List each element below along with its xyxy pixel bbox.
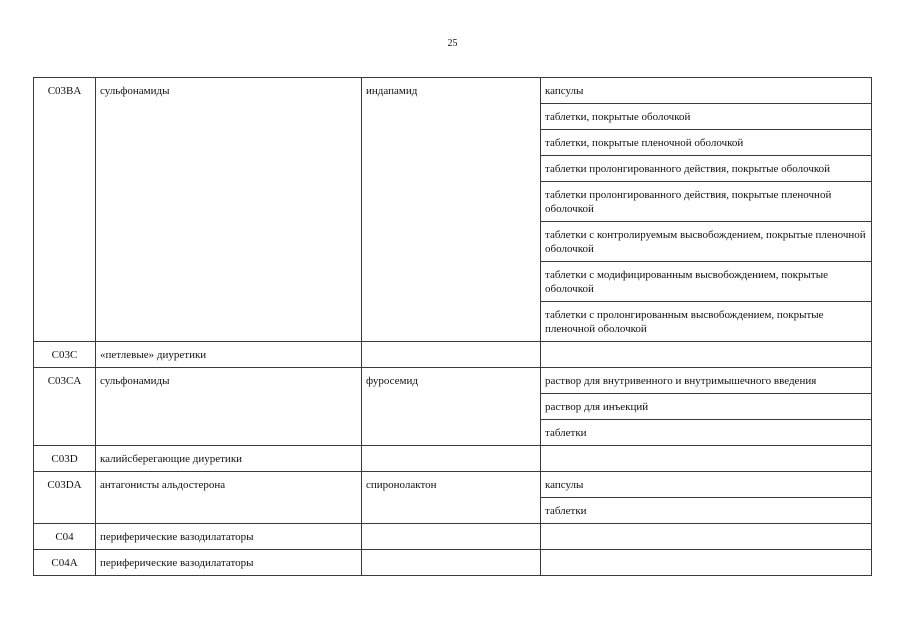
group-name-cell: периферические вазодилататоры [96,550,362,576]
table-row [34,524,872,550]
table-row [34,368,872,394]
dosage-form-cell: таблетки пролонгированного действия, покрытые оболочкой [541,156,872,182]
group-name-cell: антагонисты альдостерона [96,472,362,524]
dosage-form-cell [541,550,872,576]
atc-code-cell: C03DA [34,472,96,524]
group-name-cell: «петлевые» диуретики [96,342,362,368]
substance-cell [362,524,541,550]
substance-cell: индапамид [362,78,541,342]
table-row [34,342,872,368]
substance-cell: фуросемид [362,368,541,446]
atc-code-cell: C03D [34,446,96,472]
dosage-form-cell: таблетки, покрытые оболочкой [541,104,872,130]
substance-cell [362,342,541,368]
dosage-form-cell: раствор для внутривенного и внутримышечного введения [541,368,872,394]
page-number: 25 [447,38,458,49]
substance-cell [362,446,541,472]
dosage-form-cell [541,342,872,368]
table-row [34,78,872,104]
table-row [34,446,872,472]
group-name-cell: сульфонамиды [96,78,362,342]
dosage-form-cell [541,446,872,472]
dosage-form-cell [541,524,872,550]
substance-cell [362,550,541,576]
dosage-form-cell: таблетки с модифицированным высвобождением, покрытые оболочкой [541,262,872,302]
drug-classification-table [33,77,872,576]
dosage-form-cell: таблетки [541,420,872,446]
dosage-form-cell: таблетки с пролонгированным высвобождением, покрытые пленочной оболочкой [541,302,872,342]
dosage-form-cell: таблетки пролонгированного действия, покрытые пленочной оболочкой [541,182,872,222]
dosage-form-cell: капсулы [541,78,872,104]
atc-code-cell: C04A [34,550,96,576]
atc-code-cell: C03CA [34,368,96,446]
group-name-cell: сульфонамиды [96,368,362,446]
table-row [34,550,872,576]
group-name-cell: калийсберегающие диуретики [96,446,362,472]
group-name-cell: периферические вазодилататоры [96,524,362,550]
dosage-form-cell: капсулы [541,472,872,498]
table-row [34,472,872,498]
dosage-form-cell: раствор для инъекций [541,394,872,420]
atc-code-cell: C03BA [34,78,96,342]
substance-cell: спиронолактон [362,472,541,524]
dosage-form-cell: таблетки, покрытые пленочной оболочкой [541,130,872,156]
dosage-form-cell: таблетки [541,498,872,524]
atc-code-cell: C04 [34,524,96,550]
atc-code-cell: C03C [34,342,96,368]
dosage-form-cell: таблетки с контролируемым высвобождением, покрытые пленочной оболочкой [541,222,872,262]
